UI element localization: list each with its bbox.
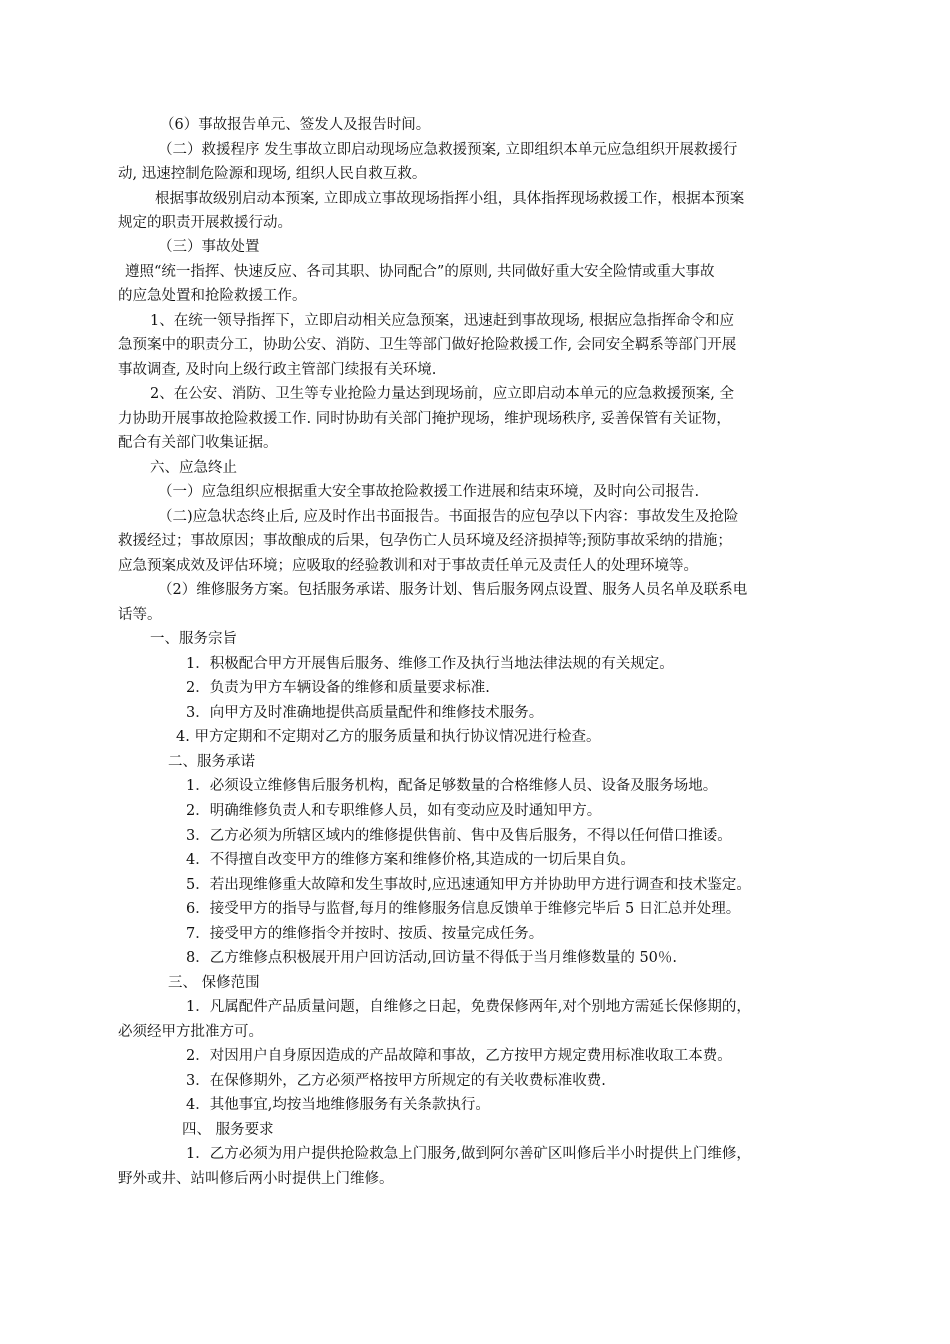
list-item: 2．明确维修负责人和专职维修人员，如有变动应及时通知甲方。: [186, 803, 602, 819]
section-heading: （三）事故处置: [158, 239, 260, 255]
list-item: 3．乙方必须为所辖区域内的维修提供售前、售中及售后服务，不得以任何借口推诿。: [186, 828, 732, 844]
list-item: 5．若出现维修重大故障和发生事故时,应迅速通知甲方并协助甲方进行调查和技术鉴定。: [186, 877, 751, 893]
text-line: 根据事故级别启动本预案, 立即成立事故现场指挥小组，具体指挥现场救援工作，根据本预案: [155, 191, 745, 207]
section-heading: 四、 服务要求: [182, 1122, 274, 1138]
text-line: （二)应急状态终止后, 应及时作出书面报告。书面报告的应包孕以下内容：事故发生及抢险: [158, 509, 739, 525]
section-heading: 二、服务承诺: [168, 754, 255, 770]
text-line: （一）应急组织应根据重大安全事故抢险救援工作进展和结束环境，及时向公司报告.: [158, 484, 700, 500]
list-item: 3．在保修期外，乙方必须严格按甲方所规定的有关收费标准收费.: [186, 1073, 606, 1089]
list-item: 1．乙方必须为用户提供抢险救急上门服务,做到阿尔善矿区叫修后半小时提供上门维修，: [186, 1146, 751, 1162]
list-item: 1．积极配合甲方开展售后服务、维修工作及执行当地法律法规的有关规定。: [186, 656, 674, 672]
list-item: 7．接受甲方的维修指令并按时、按质、按量完成任务。: [186, 926, 544, 942]
text-line: 的应急处置和抢险救援工作。: [118, 288, 307, 304]
text-line: 力协助开展事故抢险救援工作. 同时协助有关部门掩护现场，维护现场秩序, 妥善保管有关证物，: [118, 411, 731, 427]
text-line: （6）事故报告单元、签发人及报告时间。: [160, 117, 431, 133]
text-line: 事故调查, 及时向上级行政主管部门续报有关环境.: [118, 362, 437, 378]
list-item: 1．必须设立维修售后服务机构，配备足够数量的合格维修人员、设备及服务场地。: [186, 778, 718, 794]
text-line: 2、在公安、消防、卫生等专业抢险力量达到现场前，应立即启动本单元的应急救援预案, 全: [150, 386, 734, 402]
text-line: 1、在统一领导指挥下，立即启动相关应急预案，迅速赶到事故现场, 根据应急指挥命令和应: [150, 313, 734, 329]
section-heading: 一、服务宗旨: [150, 631, 237, 647]
list-item: 6．接受甲方的指导与监督,每月的维修服务信息反馈单于维修完毕后 5 日汇总并处理。: [186, 901, 741, 917]
text-line: 应急预案成效及评估环境；应吸取的经验教训和对于事故责任单元及责任人的处理环境等。: [118, 558, 698, 574]
text-line: 救援经过；事故原因；事故酿成的后果，包孕伤亡人员环境及经济损掉等;预防事故采纳的措施；: [118, 533, 732, 549]
text-line: 遵照“统一指挥、快速反应、各司其职、协同配合”的原则, 共同做好重大安全险情或重大事故: [125, 264, 715, 280]
list-item: 4. 甲方定期和不定期对乙方的服务质量和执行协议情况进行检查。: [176, 729, 601, 745]
list-item: 4．其他事宜,均按当地维修服务有关条款执行。: [186, 1097, 490, 1113]
text-line: 规定的职责开展救援行动。: [118, 215, 292, 231]
text-line: 急预案中的职责分工，协助公安、消防、卫生等部门做好抢险救援工作, 会同安全羁系等部门开展: [118, 337, 737, 353]
list-item: 2．对因用户自身原因造成的产品故障和事故，乙方按甲方规定费用标准收取工本费。: [186, 1048, 732, 1064]
text-line: 野外或井、站叫修后两小时提供上门维修。: [118, 1171, 394, 1187]
text-line: （2）维修服务方案。包括服务承诺、服务计划、售后服务网点设置、服务人员名单及联系电: [158, 582, 748, 598]
text-line: 话等。: [118, 607, 162, 623]
text-line: 必须经甲方批准方可。: [118, 1024, 263, 1040]
list-item: 4．不得擅自改变甲方的维修方案和维修价格,其造成的一切后果自负。: [186, 852, 635, 868]
text-line: （二）救援程序 发生事故立即启动现场应急救援预案, 立即组织本单元应急组织开展救援行: [158, 142, 738, 158]
list-item: 3．向甲方及时准确地提供高质量配件和维修技术服务。: [186, 705, 544, 721]
text-line: 配合有关部门收集证据。: [118, 435, 278, 451]
section-heading: 三、 保修范围: [168, 975, 260, 991]
list-item: 2．负责为甲方车辆设备的维修和质量要求标准.: [186, 680, 490, 696]
list-item: 1．凡属配件产品质量问题，自维修之日起，免费保修两年,对个别地方需延长保修期的，: [186, 999, 751, 1015]
list-item: 8．乙方维修点积极展开用户回访活动,回访量不得低于当月维修数量的 50％.: [186, 950, 678, 966]
section-heading: 六、应急终止: [150, 460, 237, 476]
text-line: 动, 迅速控制危险源和现场, 组织人民自救互救。: [118, 166, 427, 182]
